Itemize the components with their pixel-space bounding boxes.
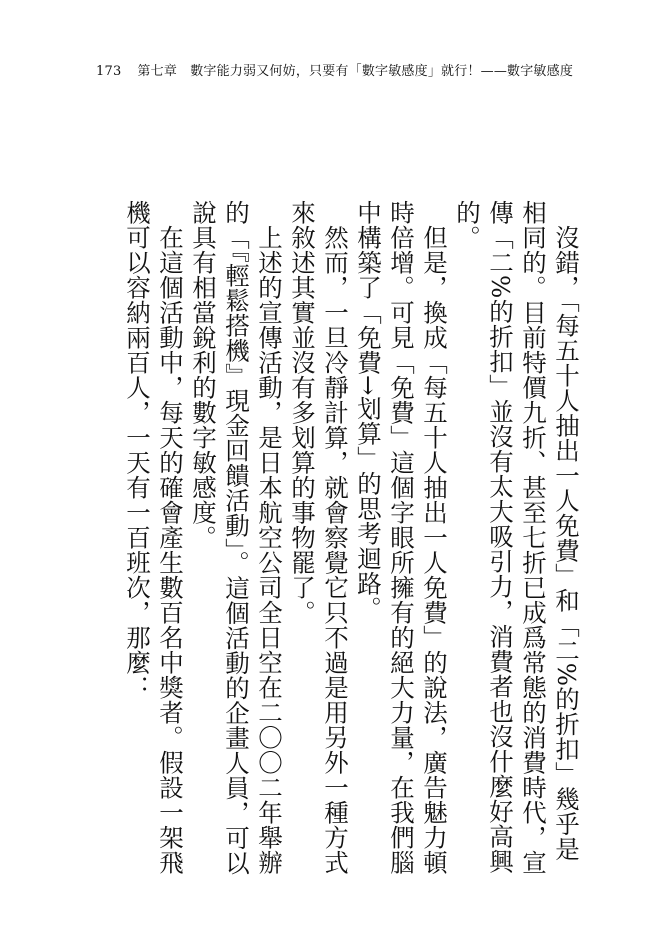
body-text (121, 200, 583, 880)
paragraph-4: 上述的宣傳活動，是日本航空公司全日空在二〇〇二年舉辦的「『輕鬆搭機』現金回饋活動」。這個活動的企畫人員，可以說具有相當銳利的數字敏感度。 (189, 200, 284, 876)
paragraph-3: 然而，一旦冷靜計算，就會察覺它只不過是用另外一種方式來敘述其實並沒有多划算的事物罷了。 (288, 200, 350, 875)
paragraph-2: 但是，換成「每五十人抽出一人免費」的說法，廣告魅力頓時倍增。可見「免費」這個字眼所擁有的絕大力量，在我們腦中構築了「免費→划算」的思考迴路。 (354, 200, 449, 875)
running-header (96, 60, 573, 79)
paragraph-1: 沒錯，「每五十人抽出一人免費」和「二%的折扣」幾乎是相同的。目前特價九折、甚至七折已成爲常態的消費時代，宣傳「二%的折扣」並沒有太大吸引力，消費者也沒什麼好高興的。 (453, 200, 581, 875)
running-title: 第七章 數字能力弱又何妨，只要有「數字敏感度」就行！——數字敏感度 (137, 64, 574, 79)
page-number: 173 (96, 64, 122, 79)
paragraph-5: 在這個活動中，每天的確會產生數百名中獎者。假設一架飛機可以容納兩百人，一天有一百班次，那麼： (123, 200, 185, 875)
